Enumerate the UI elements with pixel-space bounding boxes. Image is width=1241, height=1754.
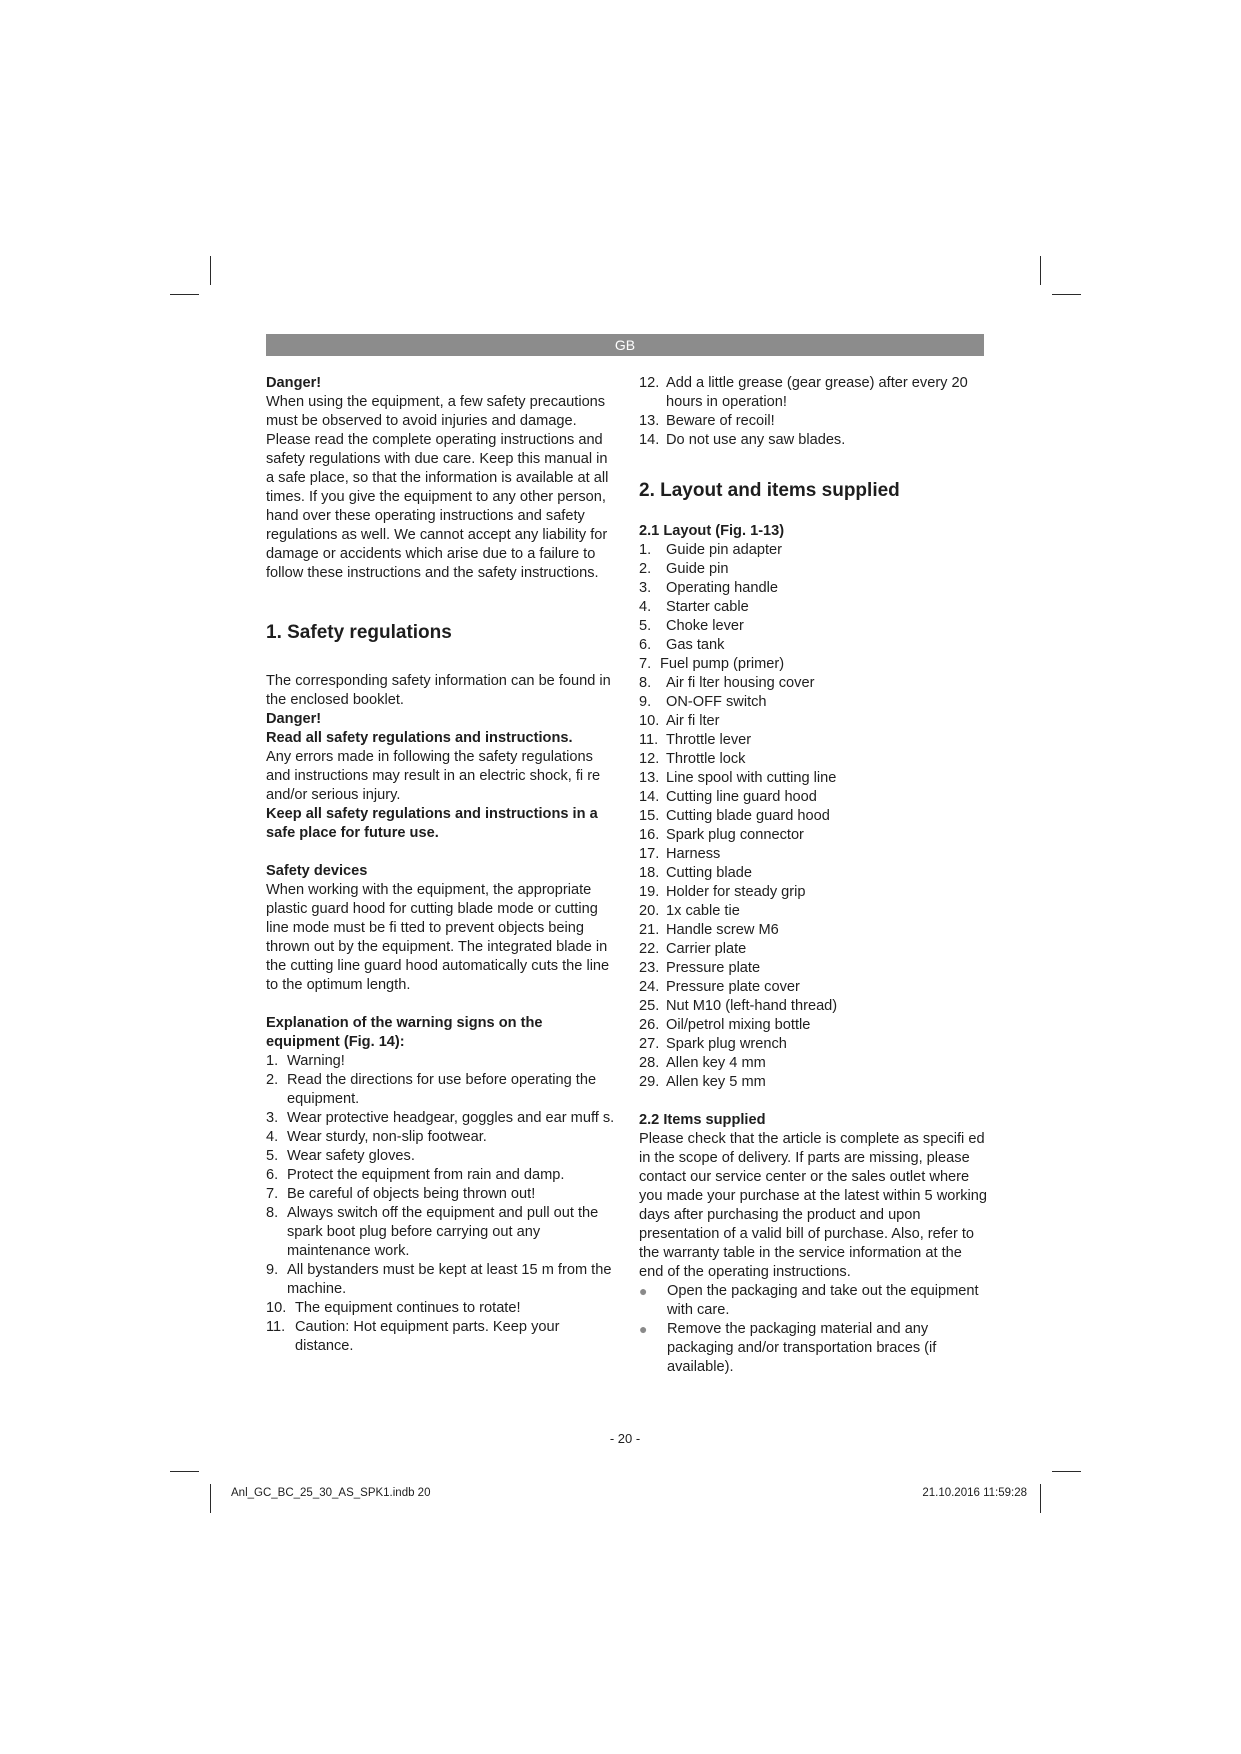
list-item: 16. Spark plug connector <box>639 827 804 843</box>
layout-list <box>639 541 989 1092</box>
crop-mark <box>1052 1471 1081 1472</box>
list-item: 13. Beware of recoil! <box>639 413 775 429</box>
list-item: 10. Air fi lter <box>639 713 720 729</box>
list-item: 25. Nut M10 (left-hand thread) <box>639 998 838 1014</box>
bullet-icon: ● <box>639 1283 648 1299</box>
list-item: 7. Fuel pump (primer) <box>639 656 785 672</box>
list-item: 12. Add a little grease (gear grease) after every 20 hours in operation! <box>639 375 968 410</box>
list-item: 26. Oil/petrol mixing bottle <box>639 1017 811 1033</box>
list-item: 10. The equipment continues to rotate! <box>266 1300 521 1316</box>
safety-devices-paragraph: When working with the equipment, the appropriate plastic guard hood for cutting blade mode or cutting line mode must be fi tted to prevent objects being thrown out by the equipment. The integrated blade in the cutting line guard hood automatically cuts the line to the optimum length. <box>266 882 610 993</box>
list-item: 4. Wear sturdy, non-slip footwear. <box>266 1129 487 1145</box>
list-item: 12. Throttle lock <box>639 751 746 767</box>
list-item: 17. Harness <box>639 846 721 862</box>
list-item: ● Remove the packaging material and any packaging and/or transportation braces (if available). <box>639 1321 937 1375</box>
safety-devices-title: Safety devices <box>266 863 368 879</box>
crop-mark <box>1040 1484 1041 1513</box>
errors-paragraph: Any errors made in following the safety regulations and instructions may result in an electric shock, fi re and/or serious injury. <box>266 749 601 803</box>
list-item: 5. Choke lever <box>639 618 744 634</box>
section-2-title: 2. Layout and items supplied <box>639 480 900 501</box>
list-item: 3. Wear protective headgear, goggles and ear muff s. <box>266 1110 615 1126</box>
list-item: 18. Cutting blade <box>639 865 753 881</box>
list-item: 20. 1x cable tie <box>639 903 740 919</box>
page-number: - 20 - <box>609 1431 641 1446</box>
list-item: 8. Always switch off the equipment and pull out the spark boot plug before carrying out any maintenance work. <box>266 1205 599 1259</box>
crop-mark <box>1040 256 1041 285</box>
list-item: 23. Pressure plate <box>639 960 761 976</box>
list-item: 9. ON-OFF switch <box>639 694 767 710</box>
list-item: 2. Read the directions for use before operating the equipment. <box>266 1072 597 1107</box>
read-all-regulations: Read all safety regulations and instructions. <box>266 730 573 746</box>
bullet-icon: ● <box>639 1321 648 1337</box>
safety-info-paragraph: The corresponding safety information can be found in the enclosed booklet. <box>266 673 611 708</box>
list-item: 9. All bystanders must be kept at least 15 m from the machine. <box>266 1262 612 1297</box>
list-item: 13. Line spool with cutting line <box>639 770 837 786</box>
crop-mark <box>1052 294 1081 295</box>
list-item: 19. Holder for steady grip <box>639 884 806 900</box>
danger-heading-2: Danger! <box>266 711 322 727</box>
list-item: 29. Allen key 5 mm <box>639 1074 766 1090</box>
list-item: 14. Cutting line guard hood <box>639 789 817 805</box>
crop-mark <box>210 1484 211 1513</box>
list-item: 1. Warning! <box>266 1053 345 1069</box>
list-item: 8. Air fi lter housing cover <box>639 675 815 691</box>
list-item: 14. Do not use any saw blades. <box>639 432 846 448</box>
warning-signs-title: Explanation of the warning signs on the equipment (Fig. 14): <box>266 1015 543 1050</box>
list-item: 27. Spark plug wrench <box>639 1036 787 1052</box>
list-item: 6. Gas tank <box>639 637 725 653</box>
list-item: 11. Throttle lever <box>639 732 752 748</box>
list-item: 5. Wear safety gloves. <box>266 1148 415 1164</box>
keep-regulations: Keep all safety regulations and instructions in a safe place for future use. <box>266 806 598 841</box>
items-supplied-paragraph: Please check that the article is complete as specifi ed in the scope of delivery. If parts are missing, please contact our service center or the sales outlet where you made your purchase at the latest within 5 working days after purchasing the product and upon presentation of a valid bill of purchase. Also, refer to the warranty table in the service information at the end of the operating instructions. <box>639 1131 988 1280</box>
unpacking-bullets <box>639 1282 989 1377</box>
list-item: 22. Carrier plate <box>639 941 747 957</box>
list-item: 7. Be careful of objects being thrown out! <box>266 1186 536 1202</box>
list-item: ● Open the packaging and take out the equipment with care. <box>639 1283 979 1318</box>
list-item: 6. Protect the equipment from rain and damp. <box>266 1167 565 1183</box>
left-column <box>266 374 616 1356</box>
file-name: Anl_GC_BC_25_30_AS_SPK1.indb 20 <box>231 1487 431 1499</box>
list-item: 24. Pressure plate cover <box>639 979 800 995</box>
list-item: 3. Operating handle <box>639 580 778 596</box>
list-item: 21. Handle screw M6 <box>639 922 779 938</box>
language-header-bar: GB <box>266 334 984 356</box>
list-item: 11. Caution: Hot equipment parts. Keep your distance. <box>266 1319 560 1354</box>
section-1-title: 1. Safety regulations <box>266 622 452 643</box>
crop-mark <box>170 1471 199 1472</box>
list-item: 4. Starter cable <box>639 599 749 615</box>
layout-title: 2.1 Layout (Fig. 1-13) <box>639 523 785 539</box>
crop-mark <box>210 256 211 285</box>
list-item: 15. Cutting blade guard hood <box>639 808 830 824</box>
warning-signs-list-continued <box>639 374 989 450</box>
crop-mark <box>170 294 199 295</box>
list-item: 28. Allen key 4 mm <box>639 1055 766 1071</box>
print-timestamp: 21.10.2016 11:59:28 <box>922 1487 1027 1499</box>
danger-heading: Danger! <box>266 375 322 391</box>
list-item: 1. Guide pin adapter <box>639 542 783 558</box>
list-item: 2. Guide pin <box>639 561 729 577</box>
warning-signs-list <box>266 1052 616 1356</box>
intro-paragraph: When using the equipment, a few safety precautions must be observed to avoid injuries and damage. Please read the complete operating instructions and safety regulations with due care. Keep this manual in a safe place, so that the information is available at all times. If you give the equipment to any other person, hand over these operating instructions and safety regulations as well. We cannot accept any liability for damage or accidents which arise due to a failure to follow these instructions and the safety instructions. <box>266 394 609 581</box>
right-column <box>639 374 989 1377</box>
items-supplied-title: 2.2 Items supplied <box>639 1112 766 1128</box>
